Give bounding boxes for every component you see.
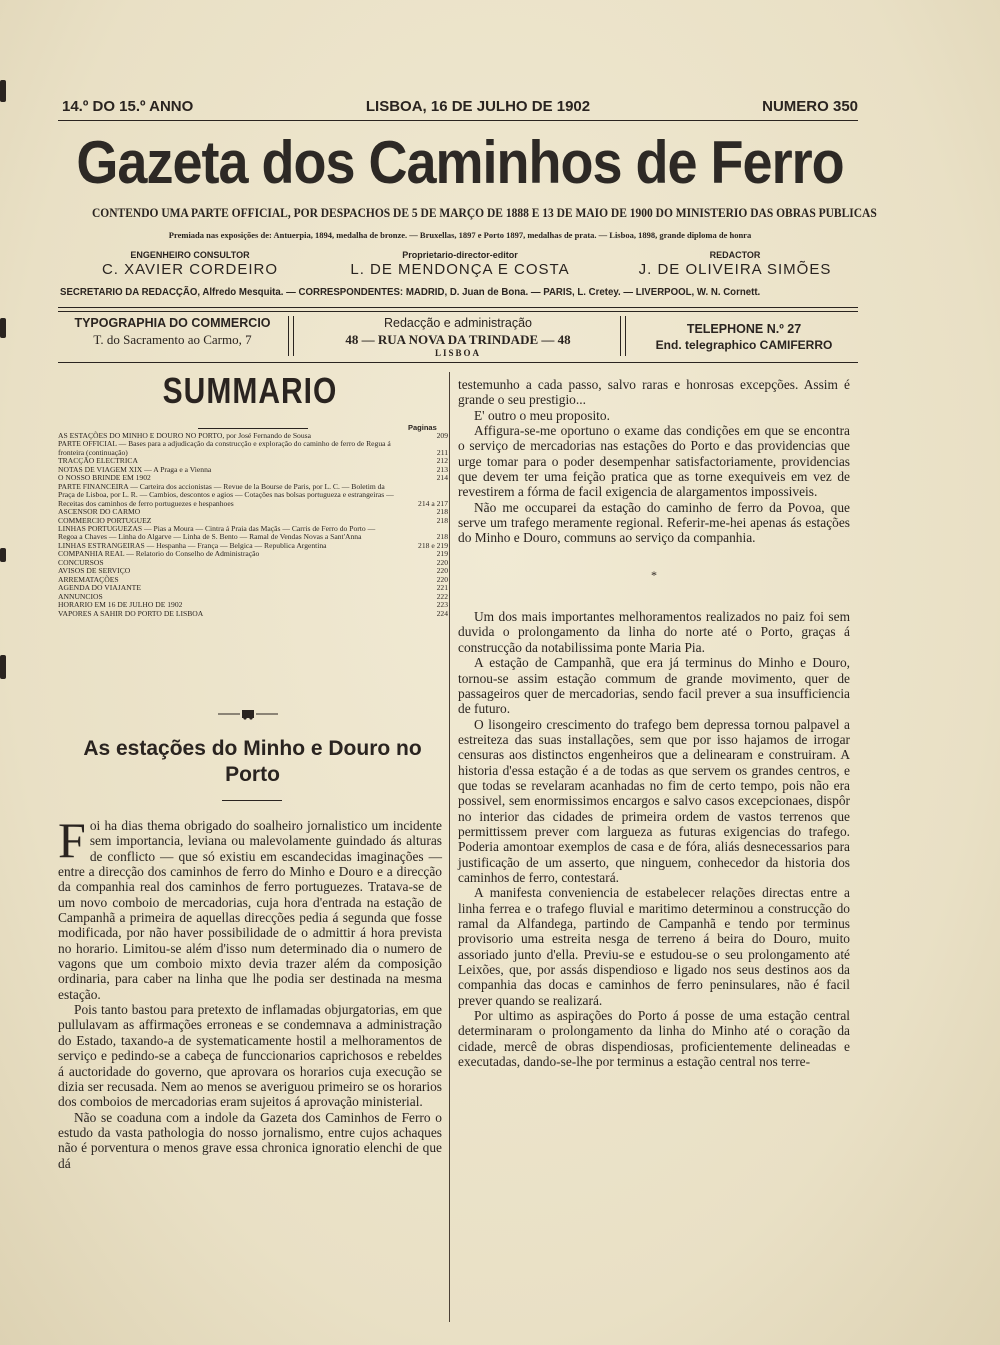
ornament-icon: [218, 708, 278, 720]
article-paragraph: Um dos mais importantes melhoramentos realizados no paiz foi sem duvida o prolongamento da linha do norte até o Porto, graças á construcção da notabilissima ponte Maria Pia.: [458, 609, 850, 655]
summary-list: [58, 432, 448, 618]
address-box: [298, 316, 618, 358]
summary-item-page: 219: [436, 549, 448, 559]
article-paragraph: Affigura-se-me oportuno o exame das condições em que se encontra o serviço de mercadorias nas estações do Porto e das providencias que urge tomar para o poder desempenhar satisfactoriamente, providencias que devem ter uma feição pratica que as torne exequiveis em vez de revestirem a fórma de facil exigencia de alargamentos impossiveis.: [458, 423, 850, 500]
summary-item-page: 218: [436, 507, 448, 517]
summary-item-text: LINHAS PORTUGUEZAS — Pias a Moura — Cintra á Praia das Maçãs — Carris de Ferro do Porto — Regoa a Chaves — Linha do Algarve — Linha de S. Bento — Ramal de Vendas Novas a Sant'Anna: [58, 523, 376, 542]
summary-item-text: AVISOS DE SERVIÇO: [58, 566, 131, 576]
date-label: LISBOA, 16 DE JULHO DE 1902: [365, 98, 591, 115]
article-title: As estações do Minho e Douro no Porto: [83, 737, 422, 786]
article-paragraph: A manifesta conveniencia de estabelecer relações directas entre a linha ferrea e o trafego fluvial e maritimo determinou a construcção do ramal da Alfandega, partindo de Campanhã e tendo por terminus provisorio uma estreita nesga de terreno á beira do Douro, muito assoriado junto d'ella. Previu-se e estudou-se o seu prolongamento até Leixões, que, por assás dispendioso e ligado nos seus destinos aos da companhia das docas e caminhos de ferro peninsulares, não é facil prever quando se realizará.: [458, 885, 850, 1008]
summary-rule: [198, 428, 308, 429]
summary-title: SUMMARIO: [162, 372, 338, 412]
article-paragraph: Foi ha dias thema obrigado do soalheiro jornalistico um incidente sem importancia, leviana ou malevolamente guindado ás alturas de conflicto — que só existiu em escandecidas imaginações — entre a direcção dos caminhos de ferro do Minho e Douro e a direcção da companhia real dos caminhos de ferro portuguezes. Tratava-se de um novo comboio de mercadorias, cuja hora d'entrada na estação de Campanhã a primeira de aquellas direcções pedia á segunda que fosse modificada, por não haver possibilidade de o admittir á hora prevista no horario. Limitou-se além d'isso num determinado dia o numero de vagons que um comboio mixto devia trazer além da composição ordinaria, para caber na linha que lhe podia ser destinada na mesma estação.: [58, 812, 442, 1002]
summary-item-page: 218: [436, 532, 448, 542]
info-line: T. do Sacramento ao Carmo, 7: [93, 332, 252, 347]
summary-item-page: 211: [436, 447, 448, 457]
divider: [58, 362, 858, 363]
telephone-box: [630, 316, 858, 358]
drop-cap: F: [58, 812, 86, 868]
staff-name: L. DE MENDONÇA E COSTA: [350, 261, 570, 278]
article-paragraph: A estação de Campanhã, que era já terminus do Minho e Douro, tornou-se assim estação commum de grande movimento, quer de passageiros quer de mercadorias, sendo facil prever a sua insufficiencia de futuro.: [458, 655, 850, 717]
edge-mark: [0, 548, 6, 562]
column-divider: [449, 372, 450, 1322]
summary-item-page: 212: [436, 456, 448, 466]
info-line: TELEPHONE N.º 27: [686, 322, 802, 336]
summary-item-text: HORARIO EM 16 DE JULHO DE 1902: [58, 600, 183, 610]
summary-item-page: 214: [436, 473, 448, 483]
summary-item-page: 224: [436, 608, 448, 618]
summary-item-text: O NOSSO BRINDE EM 1902: [58, 473, 151, 483]
summary-item-page: 218 e 219: [418, 540, 448, 550]
summary-item-text: AS ESTAÇÕES DO MINHO E DOURO NO PORTO, por José Fernando de Sousa: [58, 431, 311, 440]
summary-item: [58, 610, 448, 618]
article-paragraph: Não se coaduna com a indole da Gazeta dos Caminhos de Ferro o estudo da vasta pathologia do nosso jornalismo, entre cujos achaques não é porventura o menos grave essa chronica ignoratio elenchi de que dá: [58, 1109, 442, 1171]
awards-line: Premiada nas exposições de: Antuerpia, 1894, medalha de bronze. — Bruxellas, 1897 e Porto 1897, medalhas de prata. — Lisboa, 1898, grande diploma de honra: [168, 230, 752, 240]
summary-item-text: PARTE FINANCEIRA — Carteira dos accionistas — Revue de la Bourse de Paris, por L. C. — Boletim da Praça de Lisboa, por L. R. — Cambios, descontos e agios — Cotações nas bolsas portugueza e estrangeiras — Receitas dos caminhos de ferro portuguezes e hespanhoes: [58, 481, 394, 508]
article-right-column: [458, 377, 850, 1069]
article-paragraph: O lisongeiro crescimento do trafego bem depressa tornou palpavel a estreiteza das suas installações, sem que por isso hajamos de irrogar censuras aos distinctos engenheiros que a delinearam e construiram. A historia d'essa estação é a de todas as que servem os grandes centros, e que todas se revelaram acanhadas no fim de certo tempo, pois não era possivel, sem enormissimos encargos e salvo casos excepcionaes, dispôr no interior das cidades de primeira ordem de vastos terrenos que permittissem prever com largueza as futuras exigencias do trafego. Poderia amontoar exemplos de casa e de fóra, aliás desnecessarios para justificação de um asserto, que ninguem, conhecedor da historia dos caminhos de ferro, contestará.: [458, 716, 850, 885]
summary-item-text: VAPORES A SAHIR DO PORTO DE LISBOA: [58, 608, 204, 618]
summary-item-text: COMMERCIO PORTUGUEZ: [58, 515, 152, 525]
year-label: 14.º DO 15.º ANNO: [62, 98, 194, 115]
summary-item: [58, 584, 448, 592]
article-paragraph: Pois tanto bastou para pretexto de inflamadas objurgatorias, em que pullulavam as affirmações erroneas e se condemnava a administração do Estado, taxando-a de systematicamente hostil a melhoramentos de serviço e pedindo-se a cabeça de funccionarios caprichosos e rebeldes á auctoridade do governo, que aprovara os horarios cuja execução se dizia ser recusada. Nem ao menos se averiguou primeiro se os horarios dos comboios de mercadorias eram sujeitos á aprovação ministerial.: [58, 1002, 442, 1110]
info-line: LISBOA: [434, 348, 481, 358]
article-left-column: [58, 812, 442, 1171]
summary-item-page: 220: [436, 566, 448, 576]
summary-item: [58, 525, 448, 542]
divider: [58, 311, 858, 312]
summary-item-page: 213: [436, 464, 448, 474]
summary-item-page: 220: [436, 574, 448, 584]
info-line: Redacção e administração: [384, 316, 532, 330]
edge-mark: [0, 318, 6, 338]
summary-item-text: NOTAS DE VIAGEM XIX — A Praga e a Vienna: [58, 464, 212, 474]
info-line: TYPOGRAPHIA DO COMMERCIO: [74, 316, 271, 330]
summary-item-page: 222: [436, 591, 448, 601]
info-line: 48 — RUA NOVA DA TRINDADE — 48: [345, 332, 571, 347]
summary-item-text: AGENDA DO VIAJANTE: [58, 583, 141, 593]
staff-redactor: [610, 250, 860, 278]
secretary-line: SECRETARIO DA REDACÇÃO, Alfredo Mesquita. — CORRESPONDENTES: MADRID, D. Juan de Bona. — PARIS, L. Cretey. — LIVERPOOL, W. N. Cornett.: [60, 286, 761, 298]
pages-label: Paginas: [408, 423, 437, 432]
divider: [620, 316, 626, 356]
summary-item: [58, 440, 448, 457]
summary-item-text: PARTE OFFICIAL — Bases para a adjudicação da construcção e exploração do caminho de ferro de Regua á fronteira (continuação): [58, 439, 391, 457]
article-rule: [222, 800, 282, 801]
summary-item-text: ANNUNCIOS: [58, 591, 103, 601]
masthead-title: Gazeta dos Caminhos de Ferro: [76, 129, 844, 197]
summary-item-text: LINHAS ESTRANGEIRAS — Hespanha — França — Belgica — Republica Argentina: [58, 540, 327, 550]
masthead-subtitle: CONTENDO UMA PARTE OFFICIAL, POR DESPACHOS DE 5 DE MARÇO DE 1888 E 13 DE MAIO DE 1900 DO MINISTERIO DAS OBRAS PUBLICAS: [92, 206, 877, 220]
summary-item-page: 218: [436, 515, 448, 525]
article-paragraph: Não me occuparei da estação do caminho de ferro da Povoa, que serve um trafego meramente regional. Referir-me-hei apenas ás estações do Minho e Douro, communs ao serviço da companhia.: [458, 499, 850, 546]
summary-item-text: COMPANHIA REAL — Relatorio do Conselho de Administração: [58, 549, 260, 559]
summary-item-page: 221: [436, 583, 448, 593]
summary-item-page: 214 a 217: [418, 498, 448, 508]
article-paragraph: E' outro o meu proposito.: [474, 407, 610, 423]
article-paragraph: testemunho a cada passo, salvo raras e honrosas excepções. Assim é grande o seu prestigio...: [458, 377, 850, 408]
header-line: [58, 98, 858, 121]
summary-item-text: CONCURSOS: [58, 557, 104, 567]
edge-mark: [0, 655, 6, 679]
summary-item-page: 223: [436, 600, 448, 610]
summary-item: [58, 483, 448, 508]
section-asterisk: *: [651, 567, 657, 582]
summary-item-text: ARREMATAÇÕES: [58, 574, 119, 584]
article-paragraph: Por ultimo as aspirações do Porto á posse de uma estação central determinaram o prolongamento da linha do Minho até o coração da cidade, mercê de obras dispendiosas, proficientemente delineadas e executadas, dando-se-lhe por terminus a estação central nos terre-: [458, 1008, 850, 1070]
summary-item-text: ASCENSOR DO CARMO: [58, 507, 141, 517]
summary-item-page: 209: [436, 431, 448, 440]
staff-consultor: [70, 250, 310, 278]
staff-name: C. XAVIER CORDEIRO: [101, 261, 279, 278]
issue-number: NUMERO 350: [762, 98, 858, 115]
summary-item-page: 220: [436, 557, 448, 567]
staff-role: Proprietario-director-editor: [402, 250, 518, 260]
edge-mark: [0, 80, 6, 102]
staff-role: REDACTOR: [709, 250, 761, 260]
staff-director: [320, 250, 600, 278]
info-line: End. telegraphico CAMIFERRO: [655, 338, 833, 352]
summary-item-text: TRACÇÃO ELECTRICA: [58, 456, 138, 466]
divider: [288, 316, 294, 356]
staff-role: ENGENHEIRO CONSULTOR: [130, 250, 250, 260]
summary-item: [58, 550, 448, 558]
divider: [58, 307, 858, 308]
staff-name: J. DE OLIVEIRA SIMÕES: [638, 261, 832, 278]
typography-box: [60, 316, 285, 358]
